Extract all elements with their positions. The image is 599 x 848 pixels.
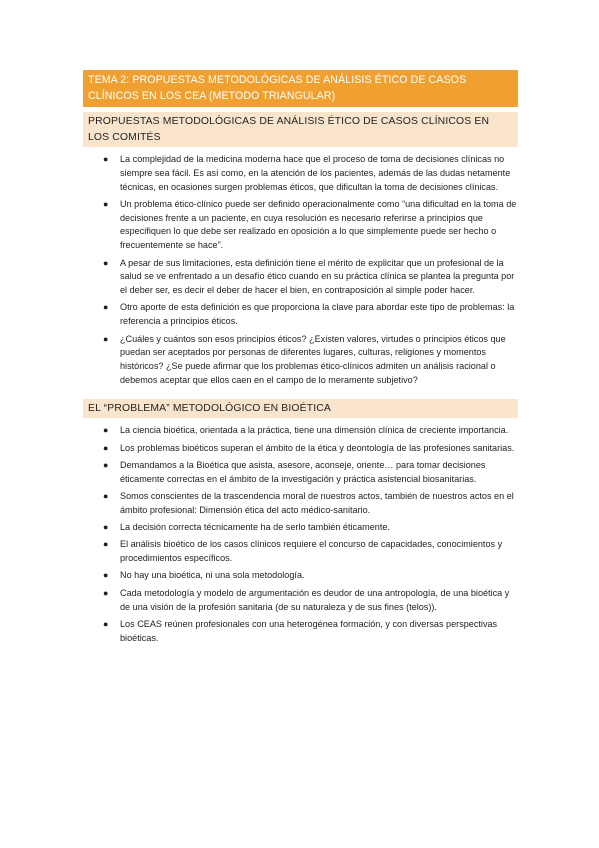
bullet-dot-icon: ● bbox=[103, 587, 109, 598]
list-item bbox=[83, 442, 518, 456]
list-item-text: El análisis bioético de los casos clínicos requiere el concurso de capacidades, conocimientos y procedimientos específicos. bbox=[120, 539, 503, 564]
bullet-dot-icon: ● bbox=[103, 198, 109, 209]
bullet-dot-icon: ● bbox=[103, 257, 109, 268]
list-item-text: Un problema ético-clínico puede ser definido operacionalmente como “una dificultad en la toma de decisiones frente a un paciente, en cuya resolución es necesario referirse a principios que especifiquen lo que debe ser realizado en oposición a lo que simplemente puede ser hecho o frecuentemente se hace”. bbox=[120, 198, 517, 251]
list-item-text: A pesar de sus limitaciones, esta definición tiene el mérito de explicitar que un profesional de la salud se ve enfrentado a un desafío ético cuando en su práctica clínica se plantea la pregunta por el deber ser, es decir el deber de hacer el bien, en contraposición al simple poder hacer. bbox=[120, 257, 515, 296]
list-item bbox=[83, 301, 518, 329]
bullet-dot-icon: ● bbox=[103, 570, 109, 581]
list-item-text: Cada metodología y modelo de argumentación es deudor de una antropología, de una bioética y de una visión de la profesión sanitaria (de su naturaleza y de sus fines (telos)). bbox=[120, 587, 510, 612]
list-item bbox=[83, 618, 518, 646]
list-item bbox=[83, 538, 518, 566]
list-item-text: Somos conscientes de la trascendencia moral de nuestros actos, también de nuestros actos en el ámbito profesional: Dimensión ética del acto médico-sanitario. bbox=[120, 490, 514, 515]
list-item bbox=[83, 198, 518, 253]
bullet-dot-icon: ● bbox=[103, 302, 109, 313]
list-item-text: La ciencia bioética, orientada a la práctica, tiene una dimensión clínica de creciente importancia. bbox=[120, 425, 509, 436]
bullet-dot-icon: ● bbox=[103, 490, 109, 501]
bullet-list-problema-metodologico bbox=[83, 424, 518, 645]
bullet-dot-icon: ● bbox=[103, 154, 109, 164]
list-item bbox=[83, 521, 518, 535]
bullet-dot-icon: ● bbox=[103, 459, 109, 470]
bullet-list-propuestas bbox=[83, 153, 518, 388]
list-item bbox=[83, 587, 518, 615]
list-item-text: No hay una bioética, ni una sola metodología. bbox=[120, 570, 305, 581]
document-page bbox=[83, 70, 518, 649]
list-item bbox=[83, 424, 518, 438]
bullet-dot-icon: ● bbox=[103, 522, 109, 533]
list-item bbox=[83, 459, 518, 487]
list-item-text: Otro aporte de esta definición es que proporciona la clave para abordar este tipo de problemas: la referencia a principios éticos. bbox=[120, 302, 515, 327]
list-item bbox=[83, 153, 518, 194]
bullet-dot-icon: ● bbox=[103, 442, 109, 453]
list-item-text: La decisión correcta técnicamente ha de serlo también éticamente. bbox=[120, 522, 390, 533]
list-item-text: La complejidad de la medicina moderna hace que el proceso de toma de decisiones clínicas no siempre sea fácil. Es así como, en la atención de los pacientes, además de las dudas netamente técnicas, en ocasiones surgen problemas éticos, que dificultan la toma de decisiones clínicas. bbox=[120, 154, 511, 192]
list-item-text: Demandamos a la Bioética que asista, asesore, aconseje, oriente… para tomar decisiones éticamente correctas en el ámbito de la investigación y práctica asistencial biosanitarias. bbox=[120, 459, 486, 484]
section-heading-problema-metodologico: EL “PROBLEMA” METODOLÓGICO EN BIOÉTICA bbox=[83, 399, 518, 419]
document-title: TEMA 2: PROPUESTAS METODOLÓGICAS DE ANÁLISIS ÉTICO DE CASOS CLÍNICOS EN LOS CEA (METODO TRIANGULAR) bbox=[83, 70, 518, 107]
list-item-text: ¿Cuáles y cuántos son esos principios éticos? ¿Existen valores, virtudes o principios éticos que puedan ser aceptados por personas de diferentes lugares, culturas, religiones y momentos históricos? ¿Se puede afirmar que los problemas ético-clínicos admiten un análisis racional o debemos aceptar que ellos caen en el campo de lo meramente subjetivo? bbox=[120, 333, 506, 385]
list-item bbox=[83, 333, 518, 388]
list-item-text: Los CEAS reúnen profesionales con una heterogénea formación, y con diversas perspectivas bioéticas. bbox=[120, 618, 498, 643]
list-item bbox=[83, 257, 518, 298]
bullet-dot-icon: ● bbox=[103, 618, 109, 629]
bullet-dot-icon: ● bbox=[103, 539, 109, 550]
list-item-text: Los problemas bioéticos superan el ámbito de la ética y deontología de las profesiones sanitarias. bbox=[120, 442, 515, 453]
list-item bbox=[83, 569, 518, 583]
list-item bbox=[83, 490, 518, 518]
bullet-dot-icon: ● bbox=[103, 333, 109, 344]
bullet-dot-icon: ● bbox=[103, 425, 109, 436]
section-heading-propuestas: PROPUESTAS METODOLÓGICAS DE ANÁLISIS ÉTICO DE CASOS CLÍNICOS EN LOS COMITÉS bbox=[83, 112, 518, 147]
